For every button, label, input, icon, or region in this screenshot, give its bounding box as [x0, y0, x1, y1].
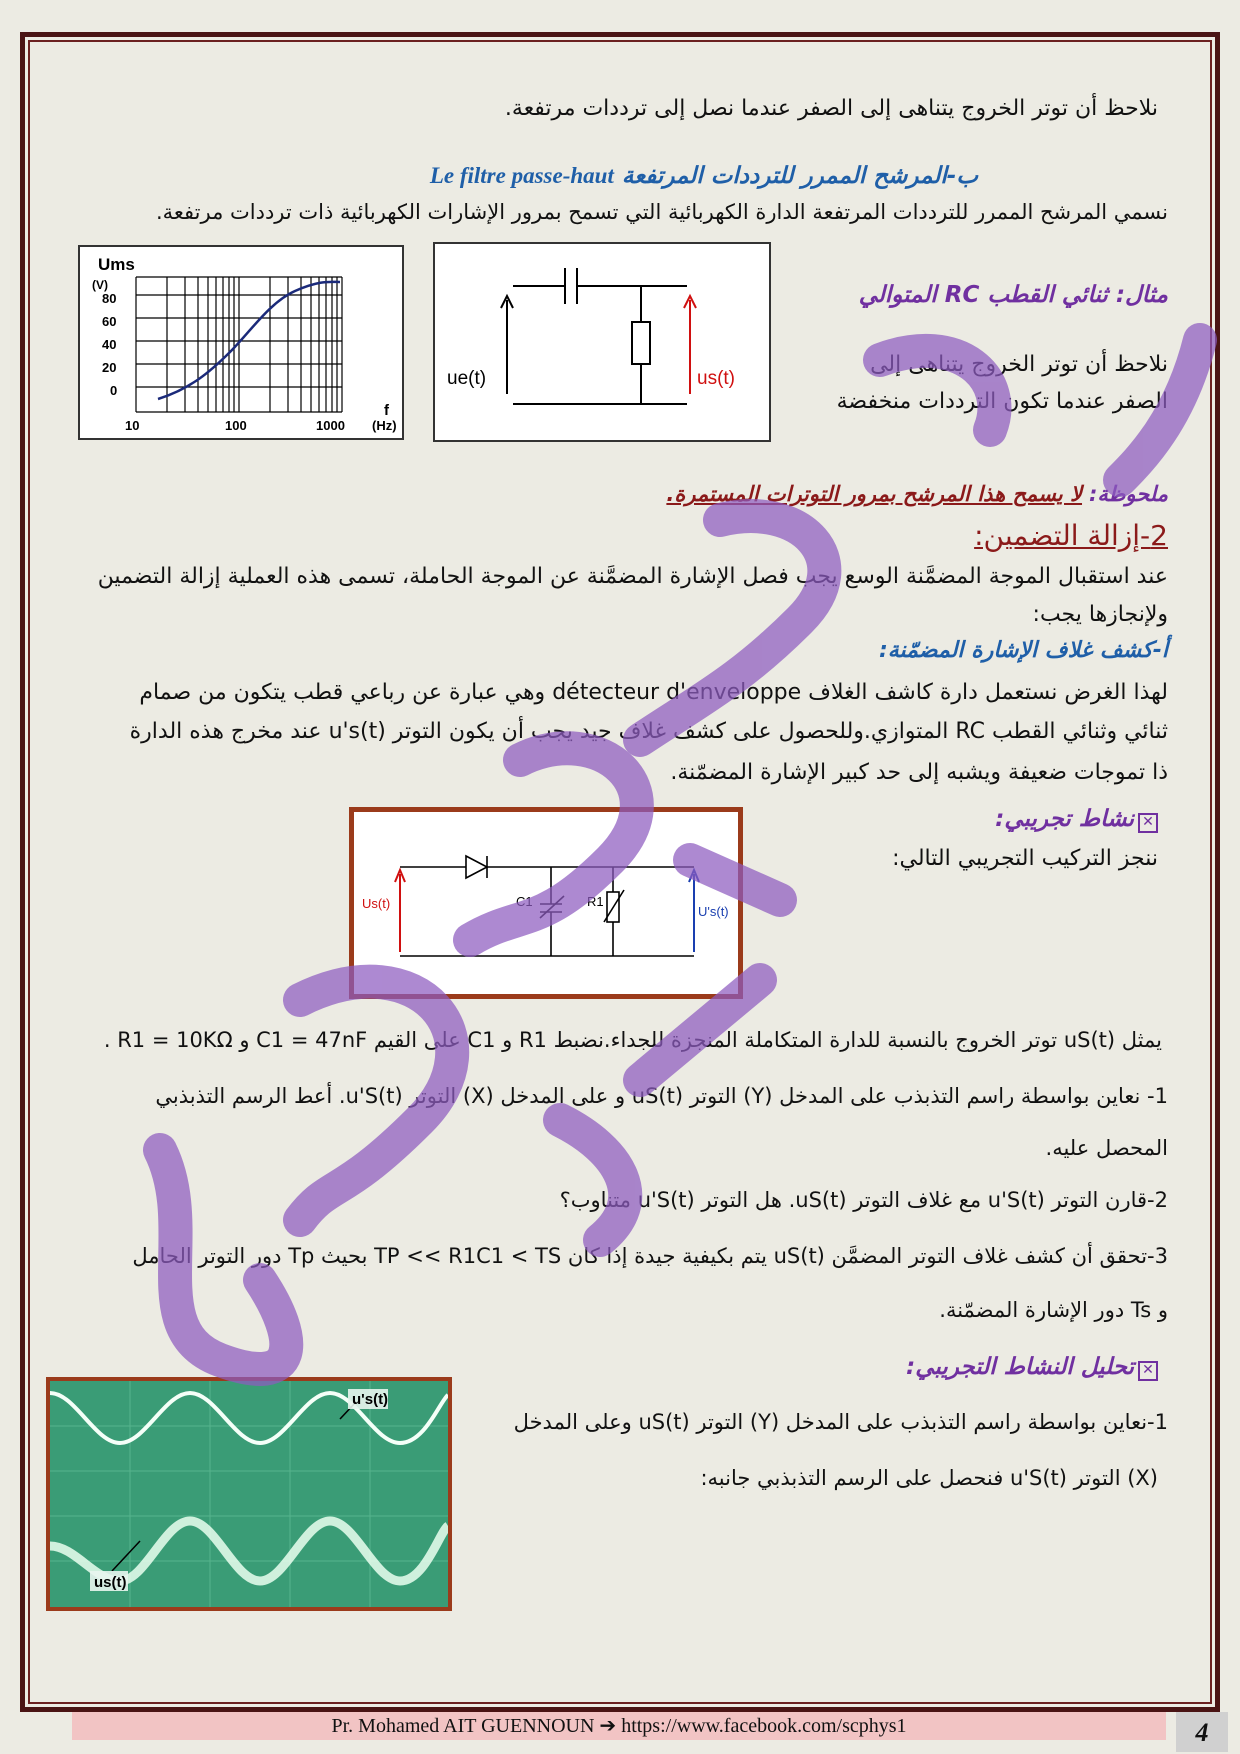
analysis-line-1: 1-نعاين بواسطة راسم التذبذب على المدخل (Y) التوتر uS(t) وعلى المدخل: [513, 1410, 1168, 1434]
graph-ylabel: Ums: [98, 255, 135, 274]
detector-input-label: Us(t): [362, 896, 391, 911]
activity-line: ننجز التركيب التجريبي التالي:: [892, 846, 1158, 871]
detector-svg: [354, 812, 738, 994]
para1-line2: ولإنجازها يجب:: [1032, 602, 1168, 627]
ytick-20: 20: [102, 360, 117, 375]
line-intro: نلاحظ أن توتر الخروج يتناهى إلى الصفر عندما نصل إلى ترددات مرتفعة.: [504, 96, 1158, 121]
ytick-40: 40: [102, 337, 117, 352]
para2-line2: ثنائي وثنائي القطب RC المتوازي.وللحصول على كشف غلاف جيد يجب أن يكون التوتر u's(t) عند مخرج هذه الدارة: [129, 719, 1168, 744]
note-text: لا يسمح هذا المرشح بمرور التوترات المستمرة.: [666, 482, 1083, 506]
note: [666, 478, 1168, 512]
rc-circuit-svg: [435, 244, 769, 440]
question-3-line2: و Ts دور الإشارة المضمّنة.: [939, 1298, 1168, 1322]
example-line-2: الصفر عندما تكون الترددات منخفضة: [836, 389, 1168, 414]
example-line-1: نلاحظ أن توتر الخروج يتناهى إلى: [870, 352, 1168, 377]
note-label: ملحوظة:: [1089, 482, 1168, 506]
ytick-0: 0: [110, 383, 118, 398]
scope-svg: [50, 1381, 448, 1607]
heading-highpass-fr: Le filtre passe-haut: [429, 163, 614, 188]
envelope-detector-circuit: [349, 807, 743, 999]
frequency-response-graph: [78, 245, 404, 440]
analysis-title: [906, 1350, 1158, 1386]
line-definition: نسمي المرشح الممرر للترددات المرتفعة الدارة الكهربائية التي تسمح بمرور الإشارات الكهربائية ذات ترددات مرتفعة.: [155, 200, 1168, 224]
analysis-title-text: تحليل النشاط التجريبي:: [906, 1354, 1134, 1380]
question-3-line1: 3-تحقق أن كشف غلاف التوتر المضمَّن uS(t) يتم بكيفية جيدة إذا كان TP << R1C1 < TS بحيث Tp دور التوتر الحامل: [132, 1244, 1168, 1268]
question-1-line1: 1- نعاين بواسطة راسم التذبذب على المدخل (Y) التوتر uS(t) و على المدخل (X) التوتر u'S(t). أعط الرسم التذبذبي: [155, 1084, 1168, 1108]
subsection-a-title: أ-كشف غلاف الإشارة المضمّنة:: [878, 638, 1168, 663]
detector-output-label: U's(t): [698, 904, 729, 919]
rc-input-label: ue(t): [447, 368, 487, 389]
rc-highpass-circuit: [433, 242, 771, 442]
para2-line3: ذا تموجات ضعيفة ويشبه إلى حد كبير الإشارة المضمّنة.: [670, 760, 1168, 785]
para2-line1: لهذا الغرض نستعمل دارة كاشف الغلاف détecteur d'enveloppe وهي عبارة عن رباعي قطب يتكون من صمام: [139, 680, 1168, 705]
analysis-line-2: (X) التوتر u'S(t) فنحصل على الرسم التذبذبي جانبه:: [700, 1466, 1158, 1490]
checkbox-icon: ✕: [1138, 1361, 1158, 1381]
page-number: 4: [1176, 1712, 1228, 1752]
xtick-10: 10: [125, 418, 140, 433]
scope-top-label: u's(t): [352, 1391, 389, 1408]
activity-title: [995, 802, 1158, 838]
heading-highpass: [430, 158, 978, 195]
question-intro: يمثل uS(t) توتر الخروج بالنسبة للدارة المتكاملة المنجزة للجداء.نضبط R1 و C1 على القيم C1 = 47nF و R1 = 10KΩ .: [103, 1028, 1162, 1052]
graph-xlabel: f: [384, 402, 389, 419]
question-1-line2: المحصل عليه.: [1045, 1136, 1168, 1160]
activity-title-text: نشاط تجريبي:: [995, 806, 1134, 832]
graph-xunit: (Hz): [372, 418, 397, 433]
heading-highpass-ar: ب-المرشح الممرر للترددات المرتفعة: [621, 163, 978, 189]
resistor-label: R1: [587, 894, 604, 909]
ytick-80: 80: [102, 291, 117, 306]
section-2-title: 2-إزالة التضمين:: [974, 519, 1168, 552]
para1-line1: عند استقبال الموجة المضمَّنة الوسع يجب فصل الإشارة المضمَّنة عن الموجة الحاملة، تسمى هذه العملية إزالة التضمين: [97, 564, 1168, 589]
ytick-60: 60: [102, 314, 117, 329]
capacitor-label: C1: [516, 894, 533, 909]
xtick-1000: 1000: [316, 418, 345, 433]
question-2: 2-قارن التوتر u'S(t) مع غلاف التوتر uS(t). هل التوتر u'S(t) متناوب؟: [559, 1188, 1168, 1212]
oscilloscope-screen: [46, 1377, 452, 1611]
footer: Pr. Mohamed AIT GUENNOUN ➔ https://www.facebook.com/scphys1: [72, 1712, 1166, 1740]
xtick-100: 100: [225, 418, 247, 433]
example-title: مثال: ثنائي القطب RC المتوالي: [858, 282, 1168, 308]
graph-yunit: (V): [92, 278, 108, 292]
scope-bottom-label: us(t): [94, 1574, 127, 1591]
graph-svg: [80, 247, 402, 438]
rc-output-label: us(t): [697, 368, 735, 389]
checkbox-icon: ✕: [1138, 813, 1158, 833]
